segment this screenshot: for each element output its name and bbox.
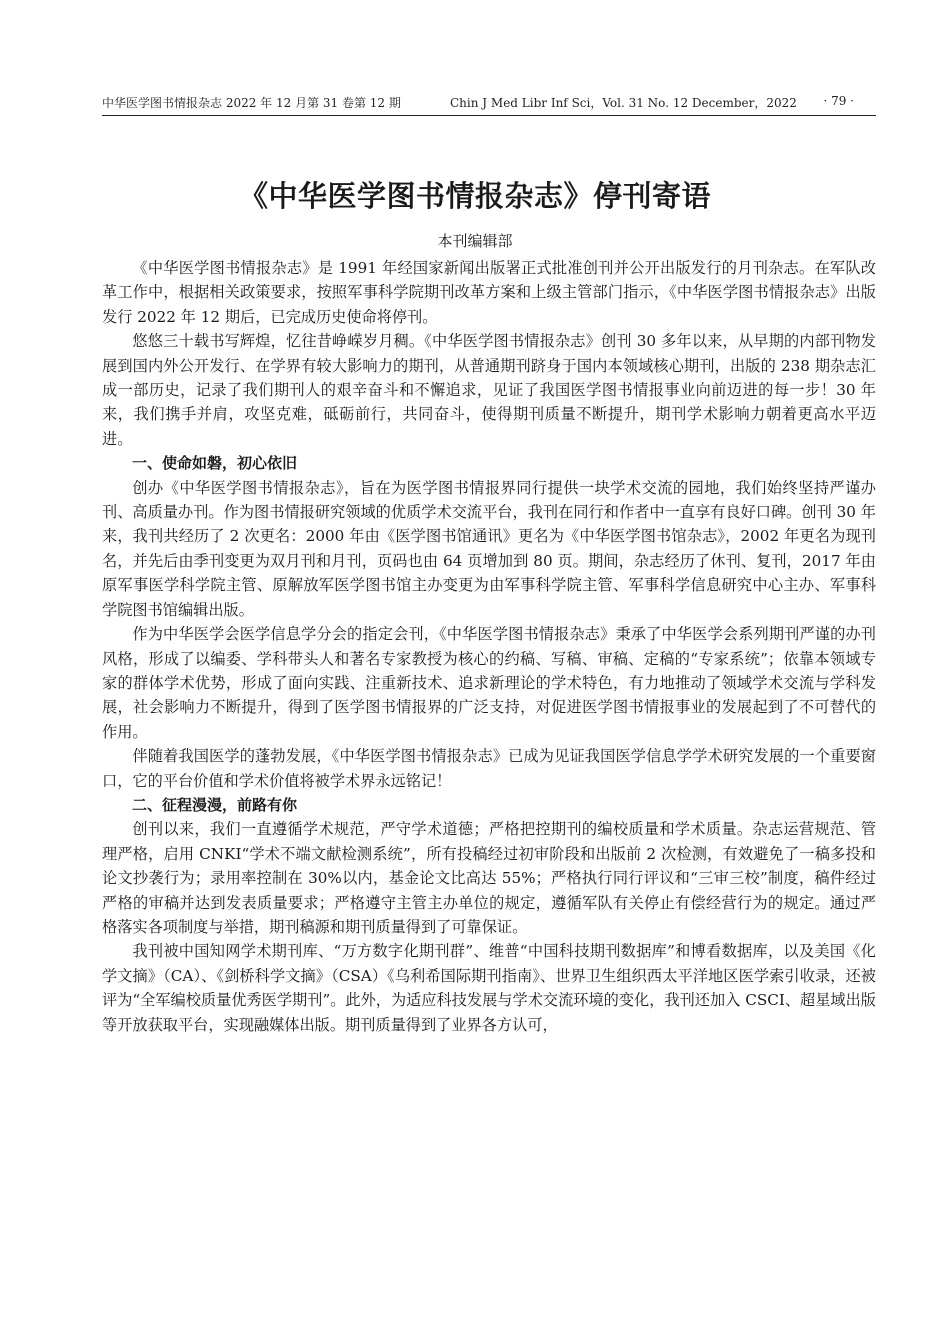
paragraph: 悠悠三十载书写辉煌，忆往昔峥嵘岁月稠。《中华医学图书情报杂志》创刊 30 多年以来，从早期的内部刊物发展到国内外公开发行、在学界有较大影响力的期刊，从普通期刊跻身于国内本领域核心期刊，出版的 238 期杂志汇成一部历史，记录了我们期刊人的艰辛奋斗和不懈追求，见证了我国医学图书情报事业向前迈进的每一步！30 年来，我们携手并肩，攻坚克难，砥砺前行，共同奋斗，使得期刊质量不断提升，期刊学术影响力朝着更高水平迈进。 — [102, 332, 876, 448]
paragraph: 《中华医学图书情报杂志》是 1991 年经国家新闻出版署正式批准创刊并公开出版发行的月刊杂志。在军队改革工作中，根据相关政策要求，按照军事科学院期刊改革方案和上级主管部门指示，《中华医学图书情报杂志》出版发行 2022 年 12 期后，已完成历史使命将停刊。 — [102, 259, 876, 326]
article-title: 《中华医学图书情报杂志》停刊寄语 — [238, 179, 711, 213]
article-body — [102, 256, 876, 1037]
header-divider — [102, 115, 876, 116]
paragraph: 作为中华医学会医学信息学分会的指定会刊，《中华医学图书情报杂志》秉承了中华医学会系列期刊严谨的办刊风格，形成了以编委、学科带头人和著名专家教授为核心的约稿、写稿、审稿、定稿的“专家系统”；依靠本领域专家的群体学术优势，形成了面向实践、注重新技术、追求新理论的学术特色，有力地推动了领域学术交流与学科发展，社会影响力不断提升，得到了医学图书情报界的广泛支持，对促进医学图书情报事业的发展起到了不可替代的作用。 — [102, 625, 876, 741]
section-heading: 一、使命如磐，初心依旧 — [132, 454, 298, 473]
article-author: 本刊编辑部 — [437, 232, 513, 250]
journal-name-cn: 中华医学图书情报杂志 2022 年 12 月第 31 卷第 12 期 — [102, 96, 401, 110]
paragraph: 创办《中华医学图书情报杂志》，旨在为医学图书情报界同行提供一块学术交流的园地，我们始终坚持严谨办刊、高质量办刊。作为图书情报研究领域的优质学术交流平台，我刊在同行和作者中一直享有良好口碑。创刊 30 年来，我刊共经历了 2 次更名：2000 年由《医学图书馆通讯》更名为《中华医学图书馆杂志》，2002 年更名为现刊名，并先后由季刊变更为双月刊和月刊，页码也由 64 页增加到 80 页。期间，杂志经历了休刊、复刊，2017 年由原军事医学科学院主管、原解放军医学图书馆主办变更为由军事科学院主管、军事科学信息研究中心主办、军事科学院图书馆编辑出版。 — [102, 478, 876, 619]
paragraph: 创刊以来，我们一直遵循学术规范，严守学术道德；严格把控期刊的编校质量和学术质量。杂志运营规范、管理严格，启用 CNKI“学术不端文献检测系统”，所有投稿经过初审阶段和出版前 2 次检测，有效避免了一稿多投和论文抄袭行为；录用率控制在 30%以内，基金论文比高达 55%；严格执行同行评议和“三审三校”制度，稿件经过严格的审稿并达到发表质量要求；严格遵守主管主办单位的规定，遵循军队有关停止有偿经营行为的规定。通过严格落实各项制度与举措，期刊稿源和期刊质量得到了可靠保证。 — [102, 820, 876, 936]
paragraph: 伴随着我国医学的蓬勃发展，《中华医学图书情报杂志》已成为见证我国医学信息学学术研究发展的一个重要窗口，它的平台价值和学术价值将被学术界永远铭记！ — [102, 747, 876, 790]
page-number: · 79 · — [823, 94, 854, 108]
paragraph: 我刊被中国知网学术期刊库、“万方数字化期刊群”、维普“中国科技期刊数据库”和博看数据库，以及美国《化学文摘》（CA）、《剑桥科学文摘》（CSA）《乌利希国际期刊指南》、世界卫生组织西太平洋地区医学索引收录，还被评为“全军编校质量优秀医学期刊”。此外，为适应科技发展与学术交流环境的变化，我刊还加入 CSCI、超星域出版等开放获取平台，实现融媒体出版。期刊质量得到了业界各方认可， — [102, 942, 876, 1034]
section-heading: 二、征程漫漫，前路有你 — [132, 795, 298, 814]
journal-name-en: Chin J Med Libr Inf Sci，Vol. 31 No. 12 December，2022 — [450, 96, 797, 110]
